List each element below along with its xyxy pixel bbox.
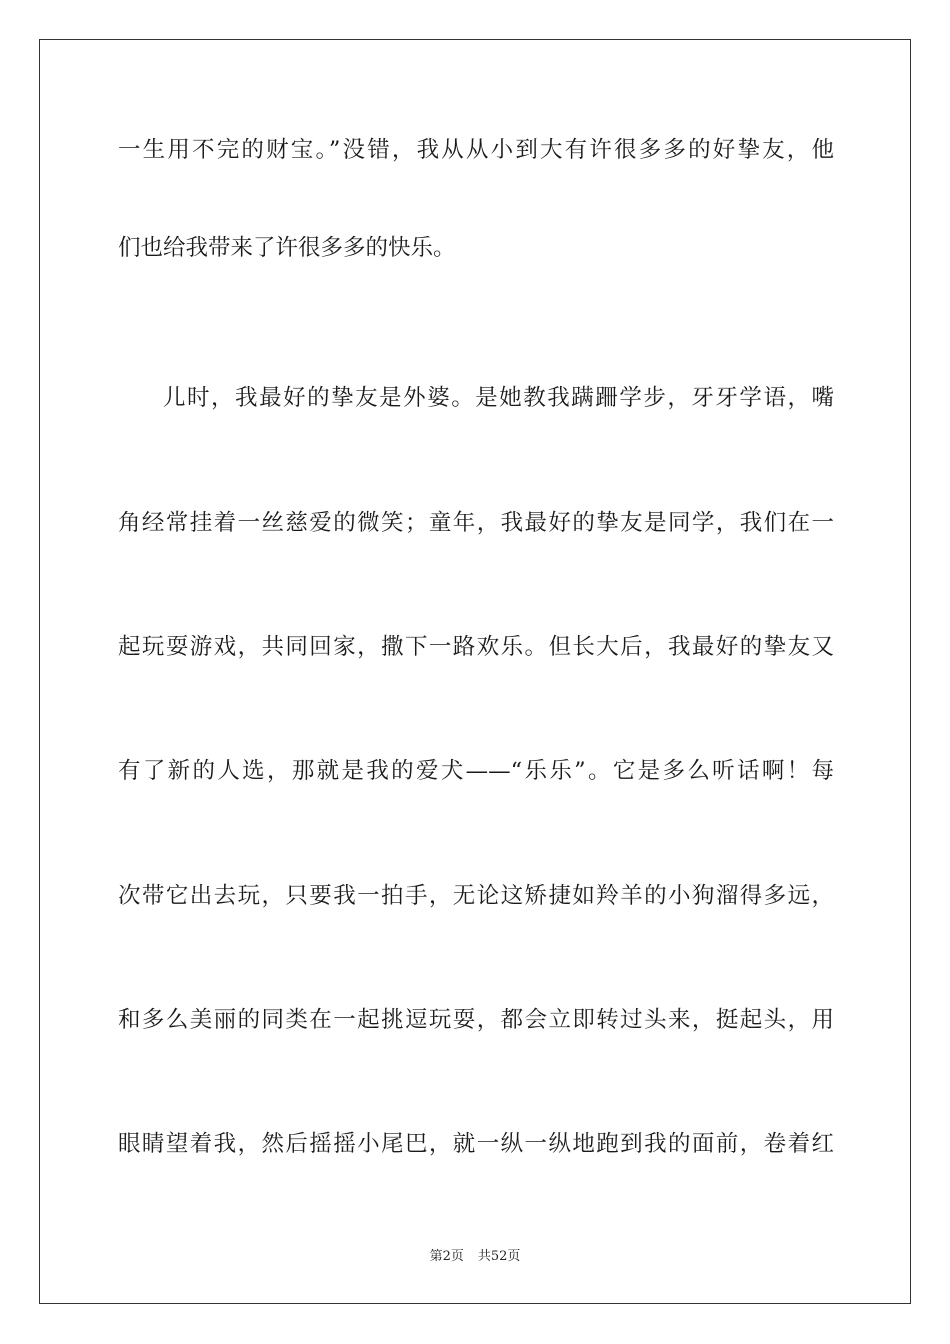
text-line-3: 儿时，我最好的挚友是外婆。是她教我蹒跚学步，牙牙学语，嘴 <box>163 385 834 411</box>
text-line-4: 角经常挂着一丝慈爱的微笑；童年，我最好的挚友是同学，我们在一 <box>118 510 834 536</box>
text-line-1: 一生用不完的财宝。”没错，我从从小到大有许很多多的好挚友，他 <box>118 137 834 163</box>
text-line-9: 眼睛望着我，然后摇摇小尾巴，就一纵一纵地跑到我的面前，卷着红 <box>118 1131 834 1157</box>
page-footer <box>0 1248 950 1266</box>
text-line-5: 起玩耍游戏，共同回家，撒下一路欢乐。但长大后，我最好的挚友又 <box>118 634 834 660</box>
text-line-7: 次带它出去玩，只要我一拍手，无论这矫捷如羚羊的小狗溜得多远， <box>118 883 834 909</box>
page-number: 第2页 <box>429 1249 464 1264</box>
text-line-2: 们也给我带来了许很多多的快乐。 <box>118 235 456 261</box>
total-pages: 共52页 <box>477 1249 521 1264</box>
text-line-6: 有了新的人选，那就是我的爱犬——“乐乐”。它是多么听话啊！每 <box>118 758 834 784</box>
text-line-8: 和多么美丽的同类在一起挑逗玩耍，都会立即转过头来，挺起头，用 <box>118 1007 834 1033</box>
